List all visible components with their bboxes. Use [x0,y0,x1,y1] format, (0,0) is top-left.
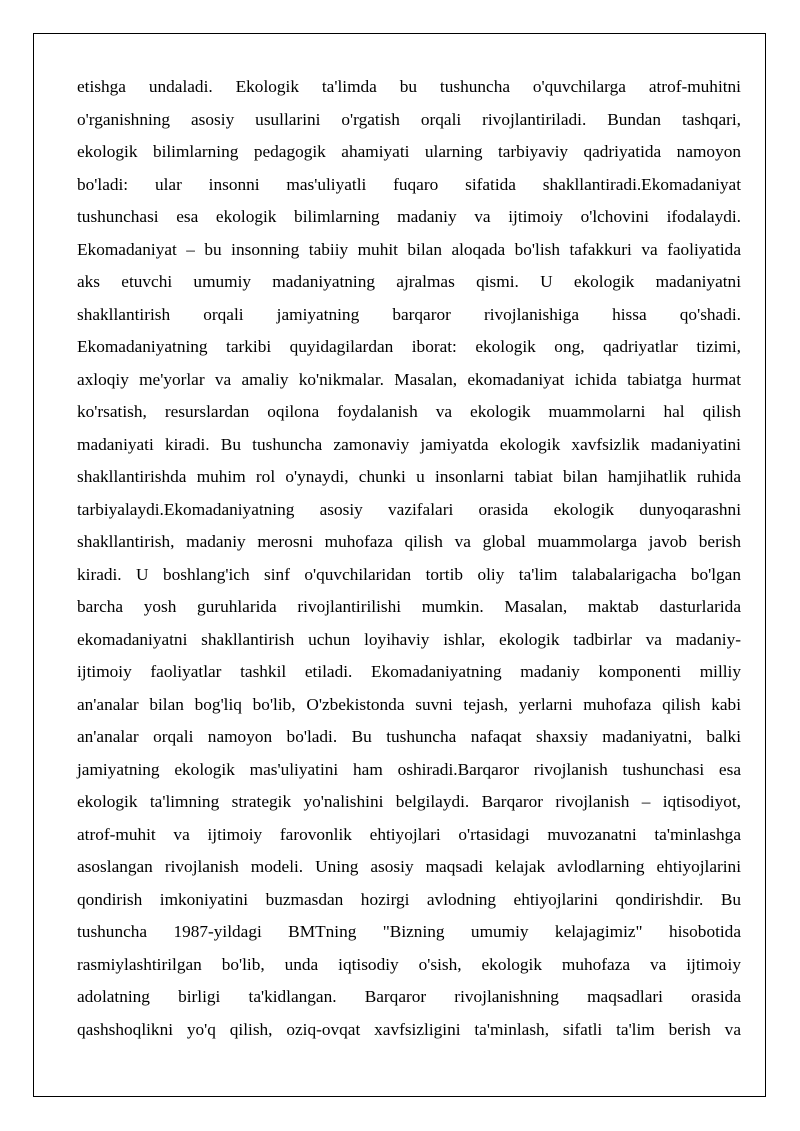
text-line-23: ekologik ta'limning strategik yo'nalishini belgilaydi. Barqaror rivojlanish – iqtisodiyot, [77,792,741,811]
text-line-12: madaniyati kiradi. Bu tushuncha zamonaviy jamiyatda ekologik xavfsizlik madaniyatini [77,434,741,454]
text-line-9: Ekomadaniyatning tarkibi quyidagilardan iborat: ekologik ong, qadriyatlar tizimi, [77,337,741,356]
text-line-27: tushuncha 1987-yildagi BMTning "Bizning umumiy kelajagimiz" hisobotida [77,922,741,941]
text-line-7: aks etuvchi umumiy madaniyatning ajralmas qismi. U ekologik madaniyatni [77,272,741,291]
text-line-16: kiradi. U boshlang'ich sinf o'quvchilaridan tortib oliy ta'lim talabalarigacha bo'lgan [77,564,741,584]
text-line-24: atrof-muhit va ijtimoiy farovonlik ehtiyojlari o'rtasidagi muvozanatni ta'minlashga [77,824,741,844]
text-line-3: ekologik bilimlarning pedagogik ahamiyati ularning tarbiyaviy qadriyatida namoyon [77,142,741,161]
text-line-4: bo'ladi: ular insonni mas'uliyatli fuqaro sifatida shakllantiradi.Ekomadaniyat [77,174,741,194]
text-line-15: shakllantirish, madaniy merosni muhofaza qilish va global muammolarga javob berish [77,532,741,551]
document-body [77,71,741,1046]
text-line-11: ko'rsatish, resurslardan oqilona foydalanish va ekologik muammolarni hal qilish [77,402,741,421]
text-line-26: qondirish imkoniyatini buzmasdan hozirgi avlodning ehtiyojlarini qondirishdir. Bu [77,889,741,909]
text-line-20: an'analar bilan bog'liq bo'lib, O'zbekistonda suvni tejash, yerlarni muhofaza qilish kabi [77,694,741,714]
text-line-28: rasmiylashtirilgan bo'lib, unda iqtisodiy o'sish, ekologik muhofaza va ijtimoiy [77,954,741,974]
text-line-6: Ekomadaniyat – bu insonning tabiiy muhit bilan aloqada bo'lish tafakkuri va faoliyatida [77,239,741,259]
text-line-8: shakllantirish orqali jamiyatning barqaror rivojlanishiga hissa qo'shadi. [77,304,741,324]
text-line-5: tushunchasi esa ekologik bilimlarning madaniy va ijtimoiy o'lchovini ifodalaydi. [77,207,741,226]
text-line-2: o'rganishning asosiy usullarini o'rgatish orqali rivojlantiriladi. Bundan tashqari, [77,109,741,129]
text-line-18: ekomadaniyatni shakllantirish uchun loyihaviy ishlar, ekologik tadbirlar va madaniy- [77,629,741,649]
text-line-13: shakllantirishda muhim rol o'ynaydi, chunki u insonlarni tabiat bilan hamjihatlik ruhida [77,467,741,486]
text-line-10: axloqiy me'yorlar va amaliy ko'nikmalar. Masalan, ekomadaniyat ichida tabiatga hurmat [77,369,741,389]
text-line-1: etishga undaladi. Ekologik ta'limda bu tushuncha o'quvchilarga atrof-muhitni [77,77,741,96]
text-line-22: jamiyatning ekologik mas'uliyatini ham oshiradi.Barqaror rivojlanish tushunchasi esa [77,759,741,779]
text-line-14: tarbiyalaydi.Ekomadaniyatning asosiy vazifalari orasida ekologik dunyoqarashni [77,499,741,519]
text-line-29: adolatning birligi ta'kidlangan. Barqaror rivojlanishning maqsadlari orasida [77,987,741,1006]
text-line-25: asoslangan rivojlanish modeli. Uning asosiy maqsadi kelajak avlodlarning ehtiyojlarini [77,857,741,876]
text-line-21: an'analar orqali namoyon bo'ladi. Bu tushuncha nafaqat shaxsiy madaniyatni, balki [77,727,741,746]
text-line-30: qashshoqlikni yo'q qilish, oziq-ovqat xavfsizligini ta'minlash, sifatli ta'lim berish va [77,1019,741,1039]
text-line-17: barcha yosh guruhlarida rivojlantirilishi mumkin. Masalan, maktab dasturlarida [77,597,741,616]
text-line-19: ijtimoiy faoliyatlar tashkil etiladi. Ekomadaniyatning madaniy komponenti milliy [77,662,741,681]
